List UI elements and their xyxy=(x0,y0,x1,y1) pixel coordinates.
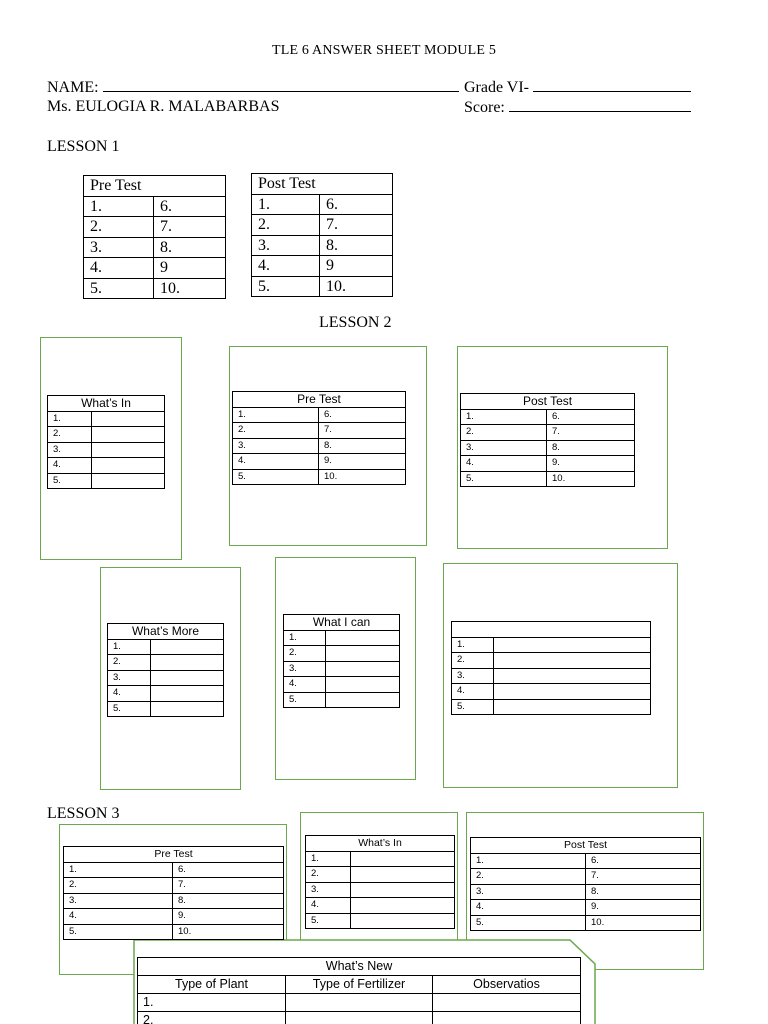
score-blank[interactable] xyxy=(509,98,691,112)
lesson2-untitled-table xyxy=(451,621,651,715)
score-label: Score: xyxy=(464,99,505,116)
table-row xyxy=(108,655,224,671)
column-header: Type of Fertilizer xyxy=(286,976,433,994)
answer-cell[interactable] xyxy=(494,653,651,669)
answer-cell[interactable]: 4. xyxy=(64,909,173,925)
answer-cell[interactable] xyxy=(494,637,651,653)
lesson3-whats-new-table xyxy=(137,957,581,1024)
grade-line xyxy=(464,78,691,97)
lesson2-whats-more-table xyxy=(107,623,224,717)
answer-cell[interactable]: 3. xyxy=(471,884,586,900)
table-title: Post Test xyxy=(461,394,635,410)
answer-cell[interactable]: 5. xyxy=(471,915,586,931)
table-row xyxy=(471,900,701,916)
table-row xyxy=(64,878,284,894)
answer-cell[interactable]: 1. xyxy=(306,851,351,867)
answer-cell[interactable]: 7. xyxy=(319,423,406,439)
table-title: What’s New xyxy=(138,958,581,976)
answer-cell[interactable]: 9 xyxy=(320,256,393,277)
table-title: What I can xyxy=(284,615,400,631)
table-title: Pre Test xyxy=(84,176,226,197)
lesson3-whats-in-table xyxy=(305,835,455,929)
answer-cell[interactable]: 6. xyxy=(320,194,393,215)
table-title: Pre Test xyxy=(64,847,284,863)
table-row xyxy=(108,670,224,686)
table-row xyxy=(252,235,393,256)
answer-cell[interactable] xyxy=(433,994,581,1012)
table-row xyxy=(306,898,455,914)
table-row xyxy=(252,215,393,236)
table-row xyxy=(284,692,400,708)
answer-cell[interactable]: 3. xyxy=(252,235,320,256)
table-row xyxy=(48,458,165,474)
table-row xyxy=(306,867,455,883)
table-row xyxy=(108,686,224,702)
table-row xyxy=(252,256,393,277)
answer-cell[interactable]: 5. xyxy=(284,692,326,708)
table-row xyxy=(233,469,406,485)
answer-cell[interactable] xyxy=(351,851,455,867)
answer-cell[interactable]: 2. xyxy=(284,646,326,662)
answer-cell[interactable]: 5. xyxy=(452,699,494,715)
answer-cell[interactable] xyxy=(286,1012,433,1024)
answer-cell[interactable]: 5. xyxy=(252,276,320,297)
answer-cell[interactable] xyxy=(151,701,224,717)
answer-cell[interactable]: 1. xyxy=(108,639,151,655)
answer-cell[interactable]: 1. xyxy=(233,407,319,423)
column-header: Type of Plant xyxy=(138,976,286,994)
table-row xyxy=(471,869,701,885)
table-row xyxy=(64,893,284,909)
answer-cell[interactable]: 2. xyxy=(64,878,173,894)
name-label: NAME: xyxy=(47,79,99,96)
answer-cell[interactable] xyxy=(326,646,400,662)
answer-cell[interactable]: 8. xyxy=(173,893,284,909)
answer-cell[interactable]: 8. xyxy=(547,440,635,456)
answer-cell[interactable] xyxy=(92,427,165,443)
table-title xyxy=(452,622,651,638)
answer-cell[interactable] xyxy=(326,692,400,708)
answer-cell[interactable] xyxy=(92,458,165,474)
answer-cell[interactable]: 5. xyxy=(461,471,547,487)
table-row xyxy=(84,217,226,238)
answer-cell[interactable] xyxy=(286,994,433,1012)
table-row xyxy=(48,411,165,427)
answer-cell[interactable]: 6. xyxy=(319,407,406,423)
table-row xyxy=(284,646,400,662)
answer-cell[interactable]: 3. xyxy=(64,893,173,909)
table-row xyxy=(64,924,284,940)
answer-cell[interactable]: 3. xyxy=(108,670,151,686)
answer-cell[interactable]: 4. xyxy=(233,454,319,470)
table-title: What’s More xyxy=(108,624,224,640)
column-header: Observatios xyxy=(433,976,581,994)
answer-cell[interactable]: 2. xyxy=(452,653,494,669)
answer-cell[interactable]: 6. xyxy=(154,196,226,217)
answer-cell[interactable] xyxy=(151,686,224,702)
answer-cell[interactable]: 10. xyxy=(173,924,284,940)
answer-cell[interactable]: 1. xyxy=(64,862,173,878)
table-row xyxy=(284,630,400,646)
table-row xyxy=(461,440,635,456)
answer-cell[interactable]: 4. xyxy=(461,456,547,472)
answer-cell[interactable]: 2. xyxy=(471,869,586,885)
answer-cell[interactable] xyxy=(151,639,224,655)
answer-cell[interactable]: 5. xyxy=(64,924,173,940)
answer-cell[interactable] xyxy=(433,1012,581,1024)
answer-cell[interactable]: 1. xyxy=(471,853,586,869)
table-row xyxy=(306,882,455,898)
table-title: Pre Test xyxy=(233,392,406,408)
lesson1-pre-test-table xyxy=(83,175,226,299)
answer-cell[interactable] xyxy=(326,630,400,646)
answer-cell[interactable] xyxy=(151,670,224,686)
table-row xyxy=(64,862,284,878)
answer-cell[interactable]: 5. xyxy=(233,469,319,485)
grade-label: Grade VI- xyxy=(464,79,530,96)
answer-cell[interactable]: 8. xyxy=(320,235,393,256)
table-row xyxy=(471,884,701,900)
answer-cell[interactable]: 1. xyxy=(461,409,547,425)
table-row xyxy=(84,278,226,299)
answer-cell[interactable]: 7. xyxy=(173,878,284,894)
answer-cell[interactable]: 2. xyxy=(461,425,547,441)
table-row xyxy=(461,425,635,441)
answer-cell[interactable]: 10. xyxy=(154,278,226,299)
answer-cell[interactable]: 8. xyxy=(154,237,226,258)
answer-cell[interactable]: 4. xyxy=(252,256,320,277)
table-row xyxy=(252,194,393,215)
sheet-title: TLE 6 ANSWER SHEET MODULE 5 xyxy=(271,43,497,58)
table-row xyxy=(284,677,400,693)
table-row xyxy=(84,237,226,258)
lesson3-post-test-table xyxy=(470,837,701,931)
lesson2-whats-in-table xyxy=(47,395,165,489)
table-row xyxy=(84,258,226,279)
table-row xyxy=(452,637,651,653)
table-title: What’s In xyxy=(306,836,455,852)
answer-cell[interactable]: 9. xyxy=(173,909,284,925)
answer-cell[interactable]: 6. xyxy=(173,862,284,878)
lesson3-pre-test-table xyxy=(63,846,284,940)
table-row xyxy=(233,423,406,439)
answer-cell[interactable]: 4. xyxy=(471,900,586,916)
answer-cell[interactable]: 3. xyxy=(306,882,351,898)
answer-cell[interactable]: 4. xyxy=(284,677,326,693)
answer-cell[interactable]: 4. xyxy=(108,686,151,702)
answer-cell[interactable]: 3. xyxy=(452,668,494,684)
table-title: Post Test xyxy=(252,174,393,195)
answer-cell[interactable] xyxy=(326,661,400,677)
table-row xyxy=(471,915,701,931)
answer-cell[interactable] xyxy=(494,699,651,715)
answer-cell[interactable]: 9. xyxy=(547,456,635,472)
lesson3-heading: LESSON 3 xyxy=(47,805,120,822)
answer-cell[interactable]: 2. xyxy=(48,427,92,443)
answer-cell[interactable]: 5. xyxy=(84,278,154,299)
answer-cell[interactable]: 2. xyxy=(233,423,319,439)
answer-cell[interactable]: 6. xyxy=(586,853,701,869)
lesson2-heading: LESSON 2 xyxy=(319,314,392,331)
table-row xyxy=(452,699,651,715)
answer-cell[interactable] xyxy=(351,898,455,914)
table-row xyxy=(306,851,455,867)
teacher-name: Ms. EULOGIA R. MALABARBAS xyxy=(47,98,280,115)
table-row xyxy=(48,427,165,443)
answer-cell[interactable]: 9 xyxy=(154,258,226,279)
table-row xyxy=(138,1012,581,1024)
answer-cell[interactable]: 4. xyxy=(306,898,351,914)
answer-cell[interactable] xyxy=(494,668,651,684)
answer-cell[interactable]: 10. xyxy=(320,276,393,297)
score-line xyxy=(464,98,691,117)
answer-cell[interactable]: 1. xyxy=(284,630,326,646)
answer-cell[interactable]: 3. xyxy=(233,438,319,454)
answer-cell[interactable]: 4. xyxy=(84,258,154,279)
table-row xyxy=(233,454,406,470)
table-row xyxy=(64,909,284,925)
answer-cell[interactable]: 7. xyxy=(320,215,393,236)
table-row xyxy=(461,409,635,425)
answer-cell[interactable]: 4. xyxy=(452,684,494,700)
name-blank[interactable] xyxy=(103,78,459,92)
answer-cell[interactable]: 7. xyxy=(154,217,226,238)
lesson1-post-test-table xyxy=(251,173,393,297)
answer-cell[interactable]: 7. xyxy=(547,425,635,441)
answer-cell[interactable]: 10. xyxy=(547,471,635,487)
table-row xyxy=(48,473,165,489)
table-row xyxy=(306,913,455,929)
answer-cell[interactable] xyxy=(351,867,455,883)
table-row xyxy=(461,456,635,472)
lesson2-pre-test-table xyxy=(232,391,406,485)
table-row xyxy=(471,853,701,869)
answer-cell[interactable]: 10. xyxy=(319,469,406,485)
answer-cell[interactable] xyxy=(351,882,455,898)
answer-cell[interactable]: 5. xyxy=(306,913,351,929)
table-row xyxy=(252,276,393,297)
answer-cell[interactable] xyxy=(151,655,224,671)
answer-cell[interactable]: 8. xyxy=(586,884,701,900)
table-row xyxy=(233,438,406,454)
answer-cell[interactable]: 9. xyxy=(586,900,701,916)
answer-cell[interactable]: 8. xyxy=(319,438,406,454)
answer-cell[interactable] xyxy=(494,684,651,700)
table-row xyxy=(452,653,651,669)
answer-cell[interactable]: 1. xyxy=(138,994,286,1012)
answer-cell[interactable]: 9. xyxy=(319,454,406,470)
answer-cell[interactable]: 7. xyxy=(586,869,701,885)
answer-cell[interactable]: 2. xyxy=(252,215,320,236)
answer-cell[interactable]: 5. xyxy=(48,473,92,489)
answer-cell[interactable]: 3. xyxy=(284,661,326,677)
answer-cell[interactable]: 6. xyxy=(547,409,635,425)
answer-cell[interactable] xyxy=(92,442,165,458)
answer-cell[interactable]: 1. xyxy=(252,194,320,215)
answer-cell[interactable] xyxy=(351,913,455,929)
table-title: Post Test xyxy=(471,838,701,854)
answer-cell[interactable]: 1. xyxy=(48,411,92,427)
table-row xyxy=(48,442,165,458)
answer-cell[interactable]: 1. xyxy=(452,637,494,653)
table-row xyxy=(452,668,651,684)
table-title: What’s In xyxy=(48,396,165,412)
lesson1-heading: LESSON 1 xyxy=(47,138,120,155)
answer-cell[interactable]: 2. xyxy=(108,655,151,671)
name-line xyxy=(47,78,459,97)
lesson2-what-i-can-table xyxy=(283,614,400,708)
answer-cell[interactable]: 2. xyxy=(138,1012,286,1024)
answer-cell[interactable] xyxy=(92,411,165,427)
table-row xyxy=(108,639,224,655)
answer-cell[interactable]: 4. xyxy=(48,458,92,474)
answer-cell[interactable]: 10. xyxy=(586,915,701,931)
table-row xyxy=(284,661,400,677)
lesson2-post-test-table xyxy=(460,393,635,487)
grade-blank[interactable] xyxy=(533,78,691,92)
answer-cell[interactable]: 3. xyxy=(84,237,154,258)
table-row xyxy=(108,701,224,717)
answer-cell[interactable]: 3. xyxy=(48,442,92,458)
answer-cell[interactable]: 1. xyxy=(84,196,154,217)
table-row xyxy=(452,684,651,700)
answer-cell[interactable]: 2. xyxy=(84,217,154,238)
table-row xyxy=(233,407,406,423)
table-row xyxy=(461,471,635,487)
answer-cell[interactable]: 5. xyxy=(108,701,151,717)
answer-cell[interactable]: 3. xyxy=(461,440,547,456)
answer-cell[interactable] xyxy=(326,677,400,693)
table-row xyxy=(84,196,226,217)
answer-cell[interactable]: 2. xyxy=(306,867,351,883)
table-row xyxy=(138,994,581,1012)
answer-cell[interactable] xyxy=(92,473,165,489)
